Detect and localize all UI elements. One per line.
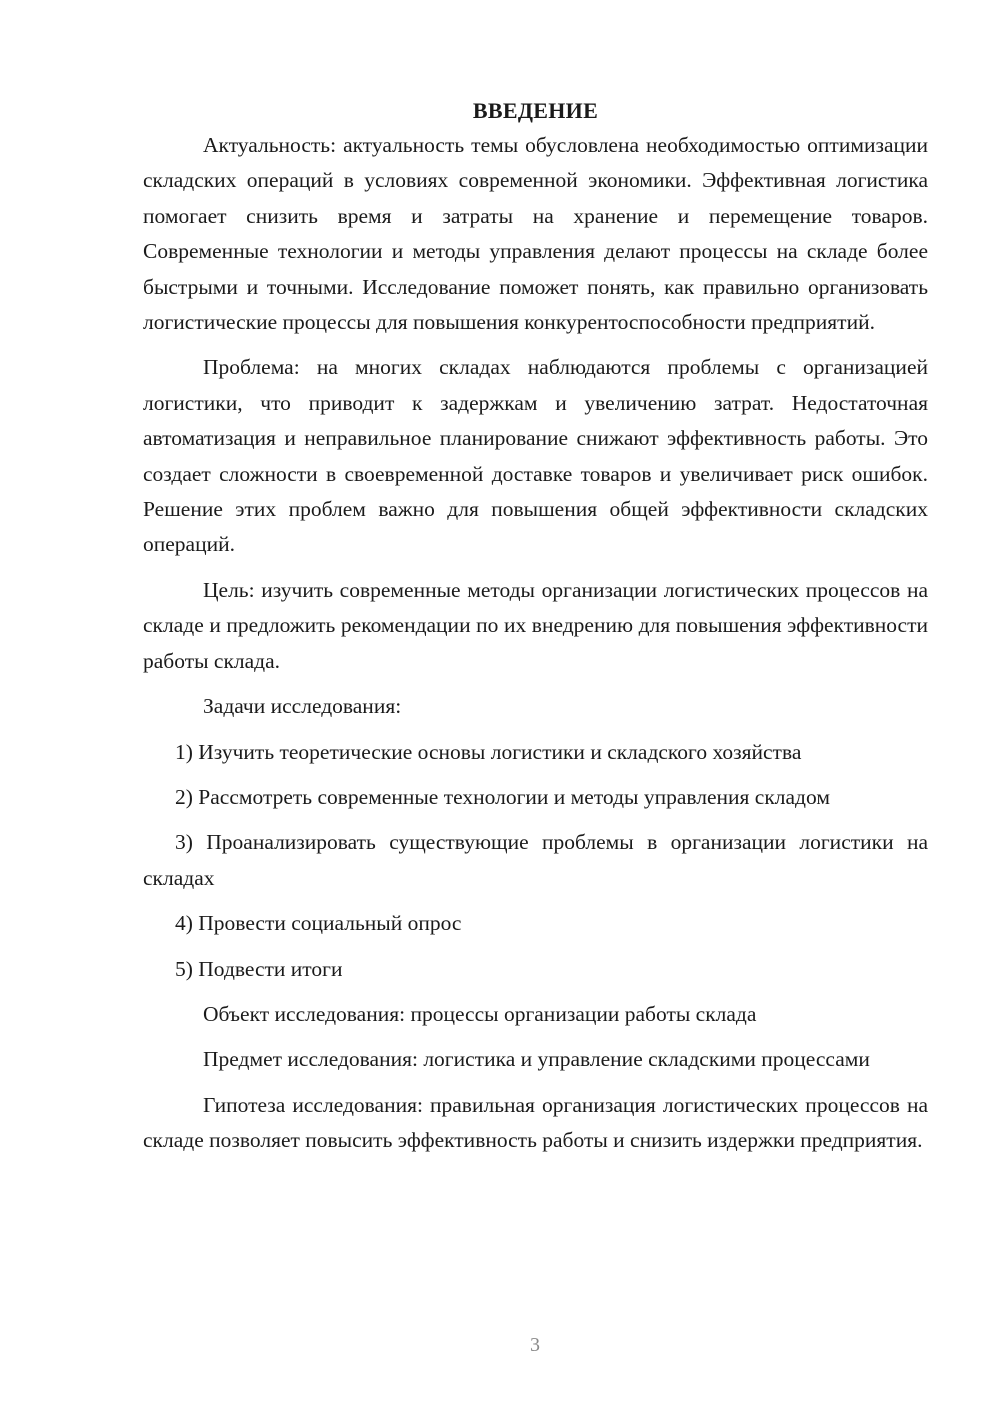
- document-page: [143, 93, 928, 1169]
- tasks-title: Задачи исследования:: [203, 694, 402, 719]
- task-item-5: 5) Подвести итоги: [175, 956, 343, 981]
- page-number: 3: [530, 1334, 540, 1356]
- object-paragraph: Объект исследования: процессы организации работы склада: [203, 1001, 757, 1026]
- task-item-4: 4) Провести социальный опрос: [175, 911, 462, 936]
- page-title: ВВЕДЕНИЕ: [472, 98, 599, 123]
- hypothesis-paragraph: Гипотеза исследования: правильная организация логистических процессов на складе позволяет повысить эффективность работы и снизить издержки предприятия.: [143, 1092, 928, 1153]
- task-item-3: 3) Проанализировать существующие проблемы в организации логистики на складах: [143, 830, 928, 890]
- task-item-2: 2) Рассмотреть современные технологии и методы управления складом: [175, 784, 830, 809]
- problem-paragraph: Проблема: на многих складах наблюдаются проблемы с организацией логистики, что приводит к задержкам и увеличению затрат. Недостаточная автоматизация и неправильное планирование снижают эффективность работы. Это создает сложности в своевременной доставке товаров и увеличивает риск ошибок. Решение этих проблем важно для повышения общей эффективности складских операций.: [143, 355, 928, 557]
- task-item-1: 1) Изучить теоретические основы логистики и складского хозяйства: [175, 739, 802, 764]
- relevance-paragraph: Актуальность: актуальность темы обусловлена необходимостью оптимизации складских операций в условиях современной экономики. Эффективная логистика помогает снизить время и затраты на хранение и перемещение товаров. Современные технологии и методы управления делают процессы на складе более быстрыми и точными. Исследование поможет понять, как правильно организовать логистические процессы для повышения конкурентоспособности предприятий.: [143, 133, 928, 335]
- goal-paragraph: Цель: изучить современные методы организации логистических процессов на складе и предложить рекомендации по их внедрению для повышения эффективности работы склада.: [143, 577, 928, 673]
- subject-paragraph: Предмет исследования: логистика и управление складскими процессами: [203, 1047, 870, 1072]
